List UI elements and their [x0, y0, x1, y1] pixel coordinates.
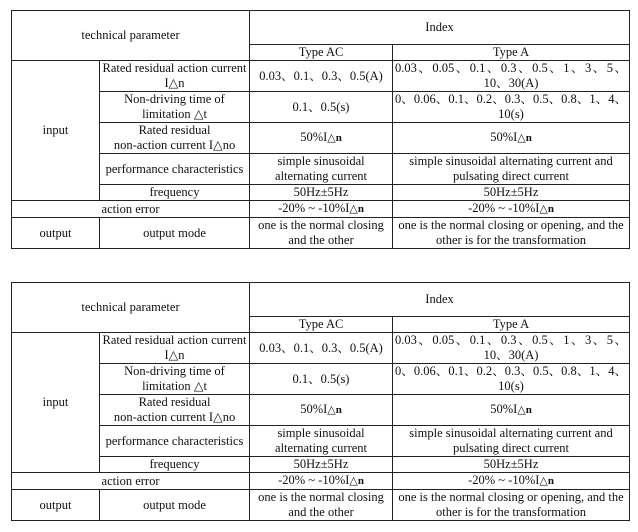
- rated-residual-non-action-current-ac: 50%I△n: [250, 395, 393, 426]
- frequency-a: 50Hz±5Hz: [393, 457, 630, 473]
- non-driving-time-a: 0、0.06、0.1、0.2、0.3、0.5、0.8、1、4、10(s): [393, 92, 630, 123]
- frequency-a: 50Hz±5Hz: [393, 185, 630, 201]
- type-a-header: Type A: [393, 317, 630, 333]
- output-mode-ac: one is the normal closing and the other: [250, 490, 393, 521]
- rated-residual-action-current-ac: 0.03、0.1、0.3、0.5(A): [250, 61, 393, 92]
- performance-characteristics-ac: simple sinusoidal alternating current: [250, 426, 393, 457]
- technical-parameter-table-2: [11, 282, 630, 521]
- non-driving-time-a: 0、0.06、0.1、0.2、0.3、0.5、0.8、1、4、10(s): [393, 364, 630, 395]
- non-driving-time-label: Non-driving time of limitation △t: [100, 364, 250, 395]
- performance-characteristics-a: simple sinusoidal alternating current and pulsating direct current: [393, 426, 630, 457]
- action-error-a: -20% ~ -10%I△n: [393, 473, 630, 490]
- rated-residual-non-action-current-label: Rated residual non-action current I△no: [100, 123, 250, 154]
- action-error-ac: -20% ~ -10%I△n: [250, 201, 393, 218]
- type-a-header: Type A: [393, 45, 630, 61]
- type-ac-header: Type AC: [250, 317, 393, 333]
- output-mode-a: one is the normal closing or opening, and the other is for the transformation: [393, 490, 630, 521]
- action-error-a: -20% ~ -10%I△n: [393, 201, 630, 218]
- frequency-label: frequency: [100, 185, 250, 201]
- output-label: output: [12, 218, 100, 249]
- rated-residual-action-current-label: Rated residual action current I△n: [100, 61, 250, 92]
- index-header: Index: [250, 283, 630, 317]
- non-driving-time-ac: 0.1、0.5(s): [250, 364, 393, 395]
- output-mode-ac: one is the normal closing and the other: [250, 218, 393, 249]
- rated-residual-action-current-label: Rated residual action current I△n: [100, 333, 250, 364]
- technical-parameter-header: technical parameter: [12, 11, 250, 61]
- non-driving-time-ac: 0.1、0.5(s): [250, 92, 393, 123]
- output-label: output: [12, 490, 100, 521]
- output-mode-label: output mode: [100, 218, 250, 249]
- rated-residual-non-action-current-label: Rated residual non-action current I△no: [100, 395, 250, 426]
- technical-parameter-table-1: [11, 10, 630, 249]
- action-error-ac: -20% ~ -10%I△n: [250, 473, 393, 490]
- frequency-ac: 50Hz±5Hz: [250, 457, 393, 473]
- action-error-label: action error: [12, 473, 250, 490]
- output-mode-label: output mode: [100, 490, 250, 521]
- rated-residual-action-current-ac: 0.03、0.1、0.3、0.5(A): [250, 333, 393, 364]
- frequency-label: frequency: [100, 457, 250, 473]
- rated-residual-non-action-current-a: 50%I△n: [393, 395, 630, 426]
- frequency-ac: 50Hz±5Hz: [250, 185, 393, 201]
- rated-residual-action-current-a: 0.03、0.05、0.1、0.3、0.5、1、3、5、10、30(A): [393, 61, 630, 92]
- performance-characteristics-ac: simple sinusoidal alternating current: [250, 154, 393, 185]
- output-mode-a: one is the normal closing or opening, and the other is for the transformation: [393, 218, 630, 249]
- action-error-label: action error: [12, 201, 250, 218]
- index-header: Index: [250, 11, 630, 45]
- rated-residual-non-action-current-a: 50%I△n: [393, 123, 630, 154]
- performance-characteristics-label: performance characteristics: [100, 426, 250, 457]
- technical-parameter-header: technical parameter: [12, 283, 250, 333]
- performance-characteristics-a: simple sinusoidal alternating current and pulsating direct current: [393, 154, 630, 185]
- input-label: input: [12, 333, 100, 473]
- type-ac-header: Type AC: [250, 45, 393, 61]
- performance-characteristics-label: performance characteristics: [100, 154, 250, 185]
- rated-residual-non-action-current-ac: 50%I△n: [250, 123, 393, 154]
- non-driving-time-label: Non-driving time of limitation △t: [100, 92, 250, 123]
- rated-residual-action-current-a: 0.03、0.05、0.1、0.3、0.5、1、3、5、10、30(A): [393, 333, 630, 364]
- input-label: input: [12, 61, 100, 201]
